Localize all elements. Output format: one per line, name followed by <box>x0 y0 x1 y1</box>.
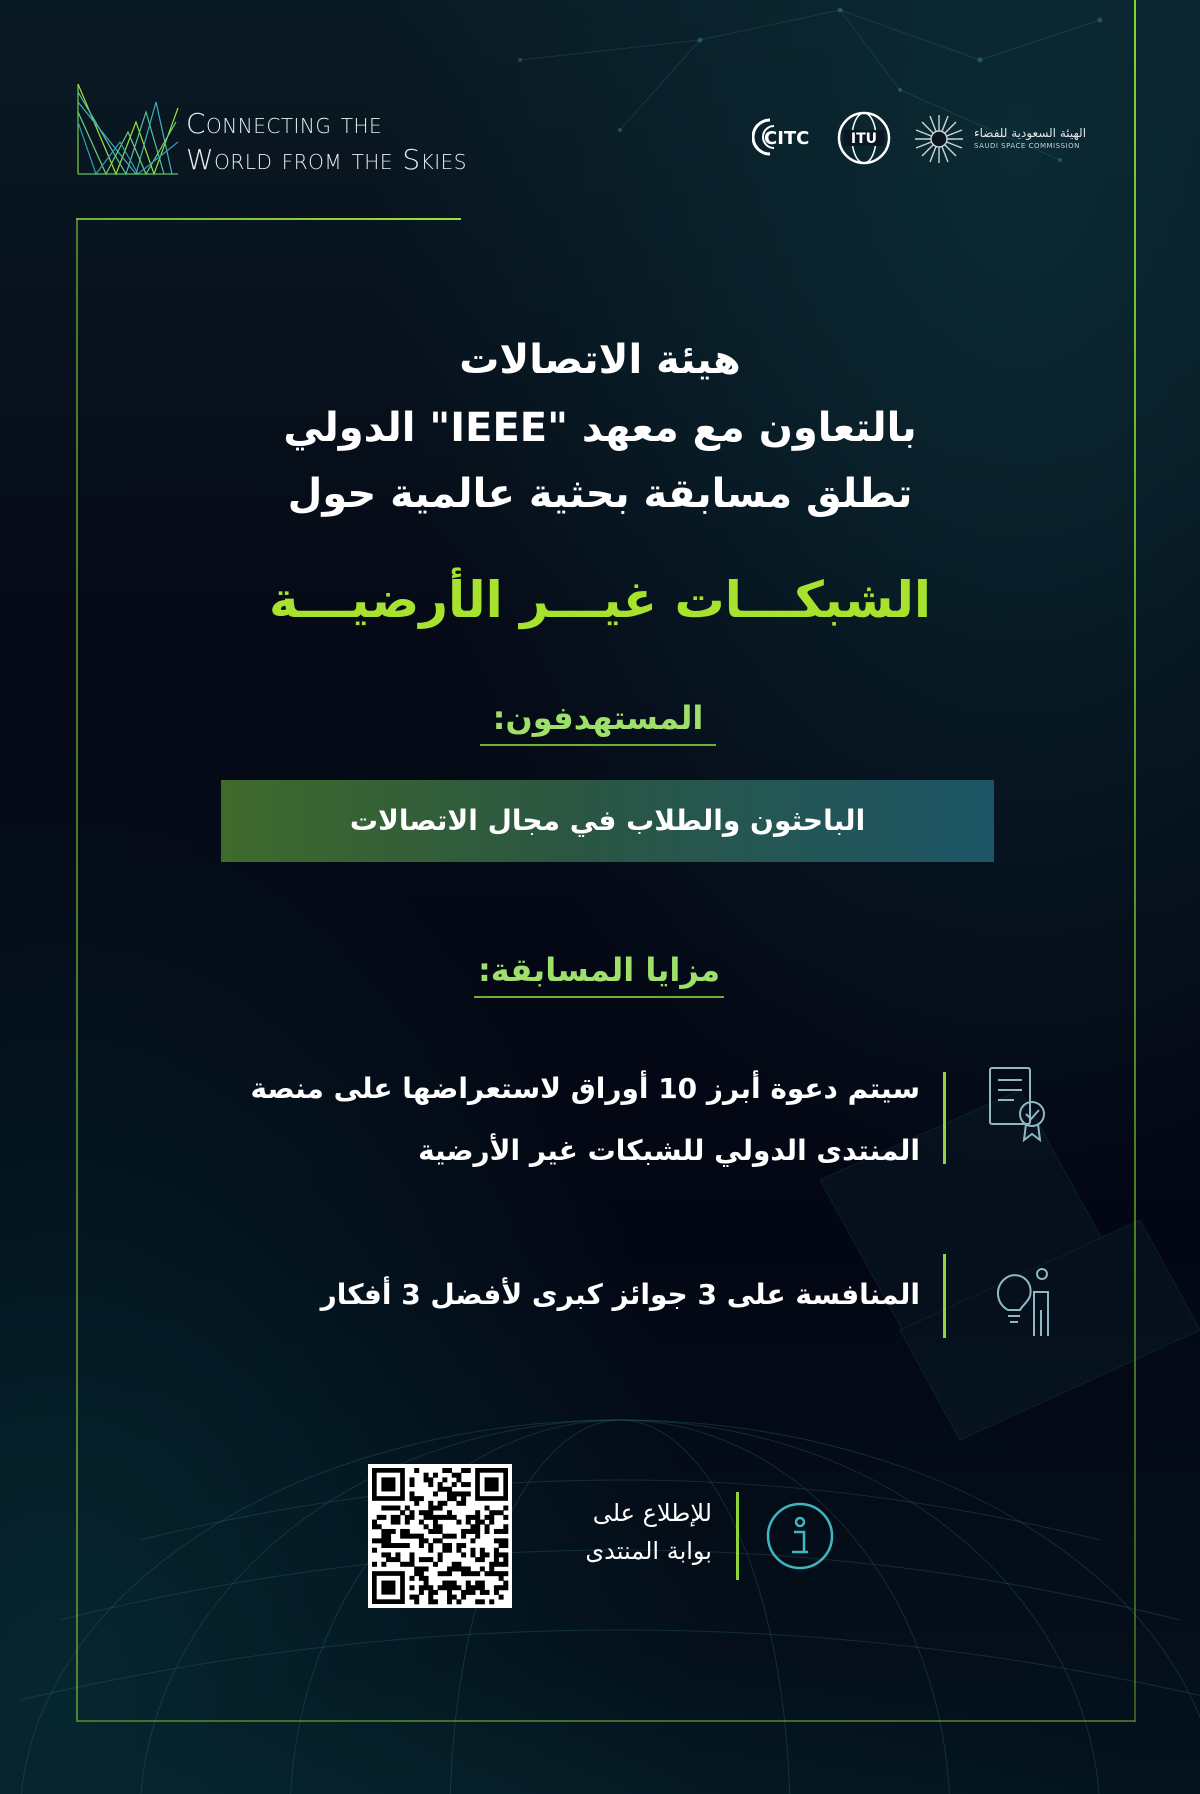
space-commission-arabic: الهيئة السعودية للفضاء <box>974 126 1087 140</box>
qr-code[interactable] <box>368 1464 512 1608</box>
benefit-text <box>220 1264 920 1326</box>
portal-info-text <box>540 1494 712 1570</box>
headline-line-1: هيئة الاتصالات <box>459 337 741 383</box>
space-commission-english: SAUDI SPACE COMMISSION <box>974 142 1080 150</box>
citc-logo-icon <box>752 114 816 160</box>
benefit-1-line-2: المنتدى الدولي للشبكات غير الأرضية <box>418 1134 920 1167</box>
competition-title: الشبكـــات غيـــر الأرضيـــة <box>268 571 932 629</box>
partner-logos <box>740 106 1100 176</box>
benefit-item <box>190 1058 1050 1178</box>
info-line-2: بوابة المنتدى <box>585 1537 712 1565</box>
info-icon <box>764 1500 836 1572</box>
benefit-text <box>220 1058 920 1182</box>
citc-logo <box>752 114 816 160</box>
info-line-1: للإطلاع على <box>592 1499 712 1527</box>
itu-label: ITU <box>850 131 878 147</box>
itu-logo-icon <box>836 110 892 166</box>
brand-line-2: World from the Skies <box>186 143 467 176</box>
idea-person-icon <box>986 1260 1050 1340</box>
benefit-1-line-1: سيتم دعوة أبرز 10 أوراق لاستعراضها على منصة <box>250 1072 920 1105</box>
brand-line-1: Connecting the <box>186 107 383 140</box>
benefit-item <box>190 1254 1050 1344</box>
skies-logo-icon <box>76 82 180 178</box>
headline-line-3: تطلق مسابقة بحثية عالمية حول <box>287 471 913 517</box>
benefit-2-line-1: المنافسة على 3 جوائز كبرى لأفضل 3 أفكار <box>320 1278 920 1311</box>
target-audience-label: المستهدفون: <box>480 696 716 746</box>
brand-logo <box>76 82 496 182</box>
benefit-divider <box>943 1072 946 1164</box>
benefits-label: مزايا المسابقة: <box>474 948 724 998</box>
audience-banner: الباحثون والطلاب في مجال الاتصالات <box>221 780 994 862</box>
space-commission-emblem-icon <box>912 112 966 166</box>
info-divider <box>736 1492 739 1580</box>
citc-label: CITC <box>764 128 810 149</box>
headline-line-2: بالتعاون مع معهد "IEEE" الدولي <box>283 405 917 451</box>
frame-top-rule <box>76 218 461 220</box>
brand-tagline <box>186 106 467 178</box>
certificate-icon <box>986 1064 1050 1144</box>
benefit-divider <box>943 1254 946 1338</box>
